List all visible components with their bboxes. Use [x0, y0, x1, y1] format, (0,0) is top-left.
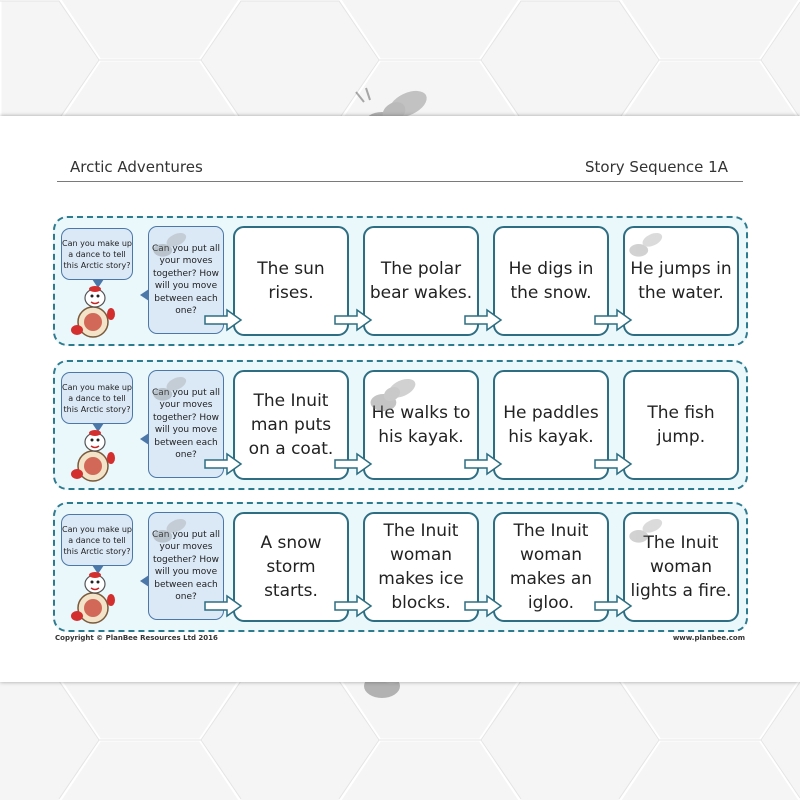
story-card — [493, 370, 609, 480]
story-card — [233, 370, 349, 480]
story-card — [493, 512, 609, 622]
story-card-text: The Inuit woman makes ice blocks. — [378, 521, 464, 613]
question-bubble-dance: Can you make up a dance to tell this Arctic story? — [61, 514, 133, 566]
story-card-text: The Inuit man puts on a coat. — [248, 391, 334, 459]
bee-icon — [147, 372, 191, 404]
arrow-icon — [463, 594, 503, 618]
story-card-text: He walks to his kayak. — [371, 403, 471, 447]
arrow-icon — [203, 308, 243, 332]
question-bubble-dance: Can you make up a dance to tell this Arctic story? — [61, 372, 133, 424]
story-card-text: He jumps in the water. — [630, 259, 732, 303]
arrow-icon — [463, 452, 503, 476]
question-bubble-dance: Can you make up a dance to tell this Arctic story? — [61, 228, 133, 280]
story-card-text: He paddles his kayak. — [503, 403, 599, 447]
copyright-text: Copyright © PlanBee Resources Ltd 2016 — [55, 634, 218, 642]
arrow-icon — [333, 594, 373, 618]
story-card — [233, 512, 349, 622]
question-bubble-moves: Can you put all your moves together? How will you move between each one? — [148, 370, 224, 478]
website-text: www.planbee.com — [672, 634, 745, 642]
mascot-icon — [65, 280, 121, 340]
bee-icon — [147, 228, 191, 260]
story-card — [233, 226, 349, 336]
question-bubble-moves: Can you put all your moves together? How will you move between each one? — [148, 512, 224, 620]
arrow-icon — [203, 594, 243, 618]
arrow-icon — [333, 308, 373, 332]
story-card-text: A snow storm starts. — [260, 533, 322, 601]
header-divider — [57, 181, 743, 182]
bee-icon — [147, 514, 191, 546]
arrow-icon — [593, 452, 633, 476]
question-bubble-moves: Can you put all your moves together? How will you move between each one? — [148, 226, 224, 334]
story-strip — [53, 502, 748, 632]
story-card-text: The polar bear wakes. — [369, 259, 473, 303]
story-card-text: The fish jump. — [647, 403, 715, 447]
mascot-icon — [65, 424, 121, 484]
arrow-icon — [333, 452, 373, 476]
story-card — [363, 512, 479, 622]
story-card — [493, 226, 609, 336]
bee-icon — [623, 514, 667, 546]
story-strip — [53, 216, 748, 346]
arrow-icon — [593, 594, 633, 618]
sheet-subtitle: Story Sequence 1A — [585, 158, 728, 176]
story-card-text: The sun rises. — [257, 259, 325, 303]
story-card — [363, 226, 479, 336]
mascot-icon — [65, 566, 121, 626]
story-card-text: The Inuit woman lights a fire. — [630, 533, 732, 601]
arrow-icon — [463, 308, 503, 332]
sheet-title: Arctic Adventures — [70, 158, 203, 176]
bee-icon — [362, 372, 422, 416]
bee-icon — [623, 228, 667, 260]
story-card — [623, 370, 739, 480]
arrow-icon — [593, 308, 633, 332]
story-card-text: The Inuit woman makes an igloo. — [509, 521, 593, 613]
story-card-text: He digs in the snow. — [508, 259, 594, 303]
arrow-icon — [203, 452, 243, 476]
